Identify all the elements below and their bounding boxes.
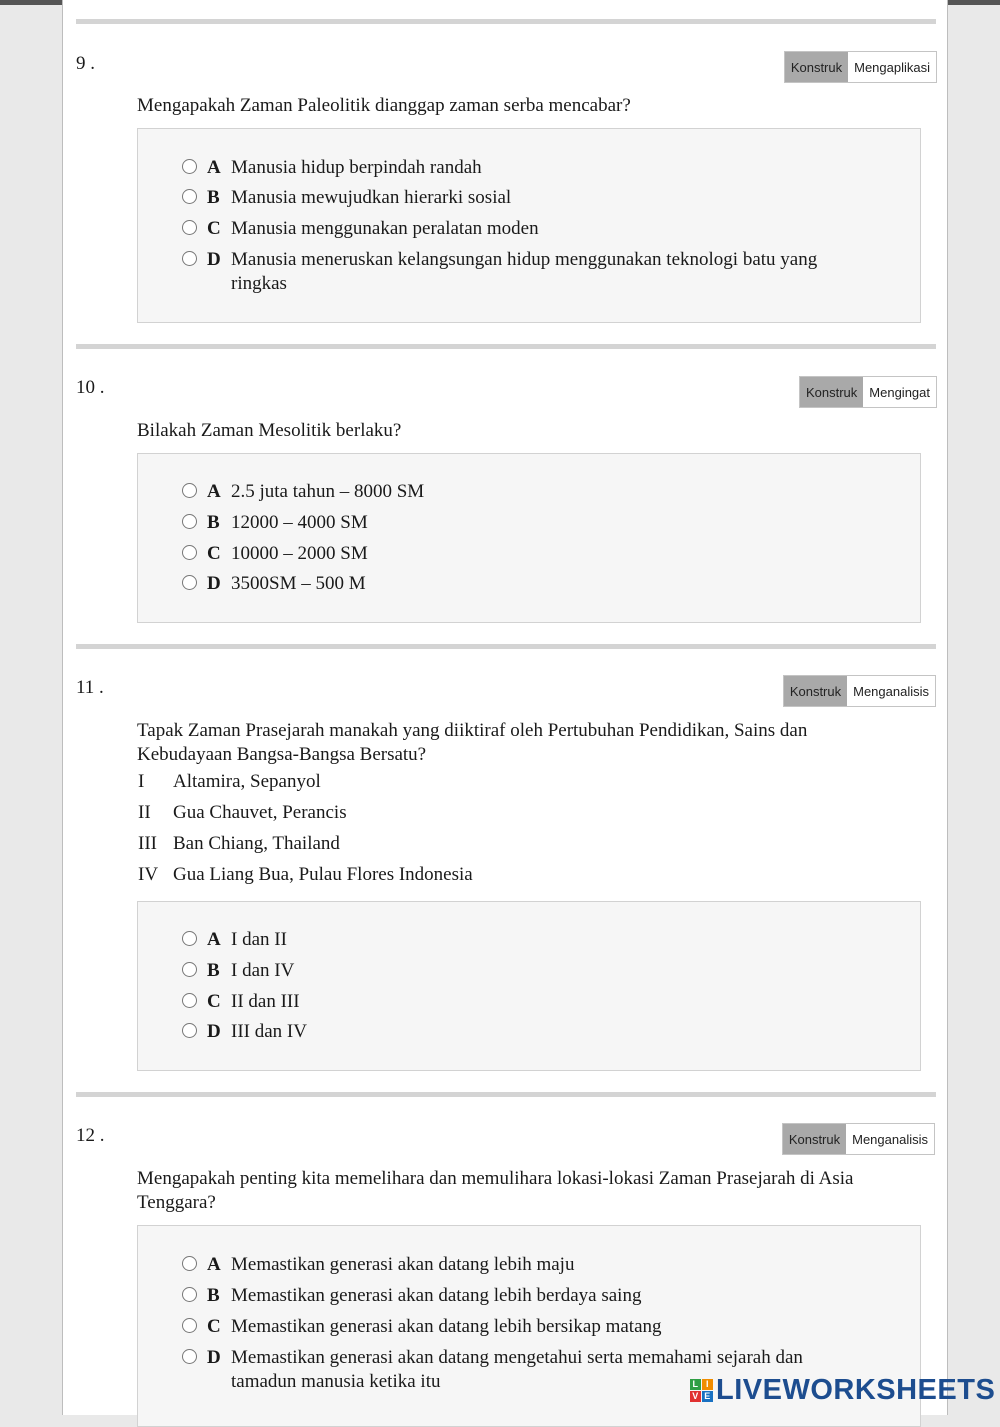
question-text: Tapak Zaman Prasejarah manakah yang diiktiraf oleh Pertubuhan Pendidikan, Sains dan Kebudayaan Bangsa-Bangsa Bersatu? [137, 720, 808, 765]
radio-button[interactable] [182, 931, 197, 946]
statement-text: Gua Chauvet, Perancis [173, 802, 347, 823]
statement-numeral: I [138, 771, 145, 792]
radio-button[interactable] [182, 483, 197, 498]
statement-numeral: IV [138, 864, 159, 885]
option-b[interactable] [182, 511, 842, 535]
option-letter: B [207, 512, 220, 533]
option-letter: C [207, 1316, 221, 1337]
question-divider [76, 19, 936, 24]
question-divider [76, 644, 936, 649]
option-text: I dan IV [231, 960, 295, 981]
statement-text: Gua Liang Bua, Pulau Flores Indonesia [173, 864, 473, 885]
option-text: Manusia meneruskan kelangsungan hidup menggunakan teknologi batu yang ringkas [231, 249, 818, 294]
option-text: Memastikan generasi akan datang lebih maju [231, 1254, 575, 1275]
question-divider [76, 1092, 936, 1097]
option-text: 3500SM – 500 M [231, 573, 366, 594]
radio-button[interactable] [182, 189, 197, 204]
option-letter: A [207, 481, 221, 502]
badge-key: Konstruk [800, 377, 863, 407]
option-b[interactable] [182, 959, 842, 983]
option-letter: B [207, 187, 220, 208]
statement-item [138, 801, 347, 825]
option-a[interactable] [182, 1253, 842, 1277]
badge-value: Menganalisis [846, 1124, 934, 1154]
option-c[interactable] [182, 217, 842, 241]
option-c[interactable] [182, 1315, 842, 1339]
worksheet-page [62, 0, 948, 1415]
statement-text: Altamira, Sepanyol [173, 771, 321, 792]
option-letter: A [207, 157, 221, 178]
option-text: Manusia mewujudkan hierarki sosial [231, 187, 512, 208]
construct-badge [782, 1123, 935, 1155]
question-number: 10 . [76, 377, 105, 398]
option-text: Manusia hidup berpindah randah [231, 157, 482, 178]
badge-key: Konstruk [783, 1124, 846, 1154]
radio-button[interactable] [182, 1256, 197, 1271]
radio-button[interactable] [182, 545, 197, 560]
option-letter: A [207, 929, 221, 950]
construct-badge [784, 51, 937, 83]
option-c[interactable] [182, 542, 842, 566]
option-text: Memastikan generasi akan datang lebih berdaya saing [231, 1285, 642, 1306]
radio-button[interactable] [182, 993, 197, 1008]
option-letter: C [207, 991, 221, 1012]
construct-badge [783, 675, 936, 707]
option-text: II dan III [231, 991, 300, 1012]
badge-value: Mengaplikasi [848, 52, 936, 82]
radio-button[interactable] [182, 1349, 197, 1364]
radio-button[interactable] [182, 159, 197, 174]
badge-key: Konstruk [785, 52, 848, 82]
option-b[interactable] [182, 186, 842, 210]
statement-item [138, 863, 473, 887]
option-letter: D [207, 249, 221, 270]
option-d[interactable] [182, 572, 842, 596]
option-d[interactable] [182, 248, 842, 296]
options-box [137, 128, 921, 323]
option-letter: A [207, 1254, 221, 1275]
option-a[interactable] [182, 928, 842, 952]
logo-mark-icon: L I V E [690, 1379, 713, 1402]
option-letter: C [207, 218, 221, 239]
question-text: Bilakah Zaman Mesolitik berlaku? [137, 420, 402, 441]
option-a[interactable] [182, 480, 842, 504]
option-letter: D [207, 573, 221, 594]
option-text: 10000 – 2000 SM [231, 543, 368, 564]
radio-button[interactable] [182, 962, 197, 977]
liveworksheets-logo [690, 1374, 995, 1407]
statement-text: Ban Chiang, Thailand [173, 833, 340, 854]
badge-value: Mengingat [863, 377, 936, 407]
option-text: I dan II [231, 929, 287, 950]
option-letter: D [207, 1021, 221, 1042]
radio-button[interactable] [182, 251, 197, 266]
question-number: 9 . [76, 53, 95, 74]
option-text: 2.5 juta tahun – 8000 SM [231, 481, 425, 502]
statement-item [138, 770, 321, 794]
option-c[interactable] [182, 990, 842, 1014]
statement-numeral: II [138, 802, 151, 823]
option-b[interactable] [182, 1284, 842, 1308]
radio-button[interactable] [182, 1023, 197, 1038]
option-d[interactable] [182, 1020, 842, 1044]
question-text: Mengapakah penting kita memelihara dan memulihara lokasi-lokasi Zaman Prasejarah di Asia Tenggara? [137, 1168, 854, 1213]
question-divider [76, 344, 936, 349]
construct-badge [799, 376, 937, 408]
option-a[interactable] [182, 156, 842, 180]
radio-button[interactable] [182, 575, 197, 590]
option-text: 12000 – 4000 SM [231, 512, 368, 533]
question-number: 11 . [76, 677, 104, 698]
option-letter: D [207, 1347, 221, 1368]
question-text: Mengapakah Zaman Paleolitik dianggap zaman serba mencabar? [137, 95, 631, 116]
option-letter: C [207, 543, 221, 564]
options-box [137, 453, 921, 623]
radio-button[interactable] [182, 1287, 197, 1302]
question-number: 12 . [76, 1125, 105, 1146]
option-text: III dan IV [231, 1021, 307, 1042]
options-box [137, 901, 921, 1071]
radio-button[interactable] [182, 220, 197, 235]
radio-button[interactable] [182, 514, 197, 529]
logo-text: LIVEWORKSHEETS [716, 1374, 996, 1406]
badge-value: Menganalisis [847, 676, 935, 706]
statement-numeral: III [138, 833, 157, 854]
radio-button[interactable] [182, 1318, 197, 1333]
option-letter: B [207, 1285, 220, 1306]
option-text: Memastikan generasi akan datang mengetahui serta memahami sejarah dan tamadun manusia ketika itu [231, 1347, 803, 1392]
option-text: Manusia menggunakan peralatan moden [231, 218, 539, 239]
option-text: Memastikan generasi akan datang lebih bersikap matang [231, 1316, 662, 1337]
option-letter: B [207, 960, 220, 981]
statement-item [138, 832, 340, 856]
badge-key: Konstruk [784, 676, 847, 706]
